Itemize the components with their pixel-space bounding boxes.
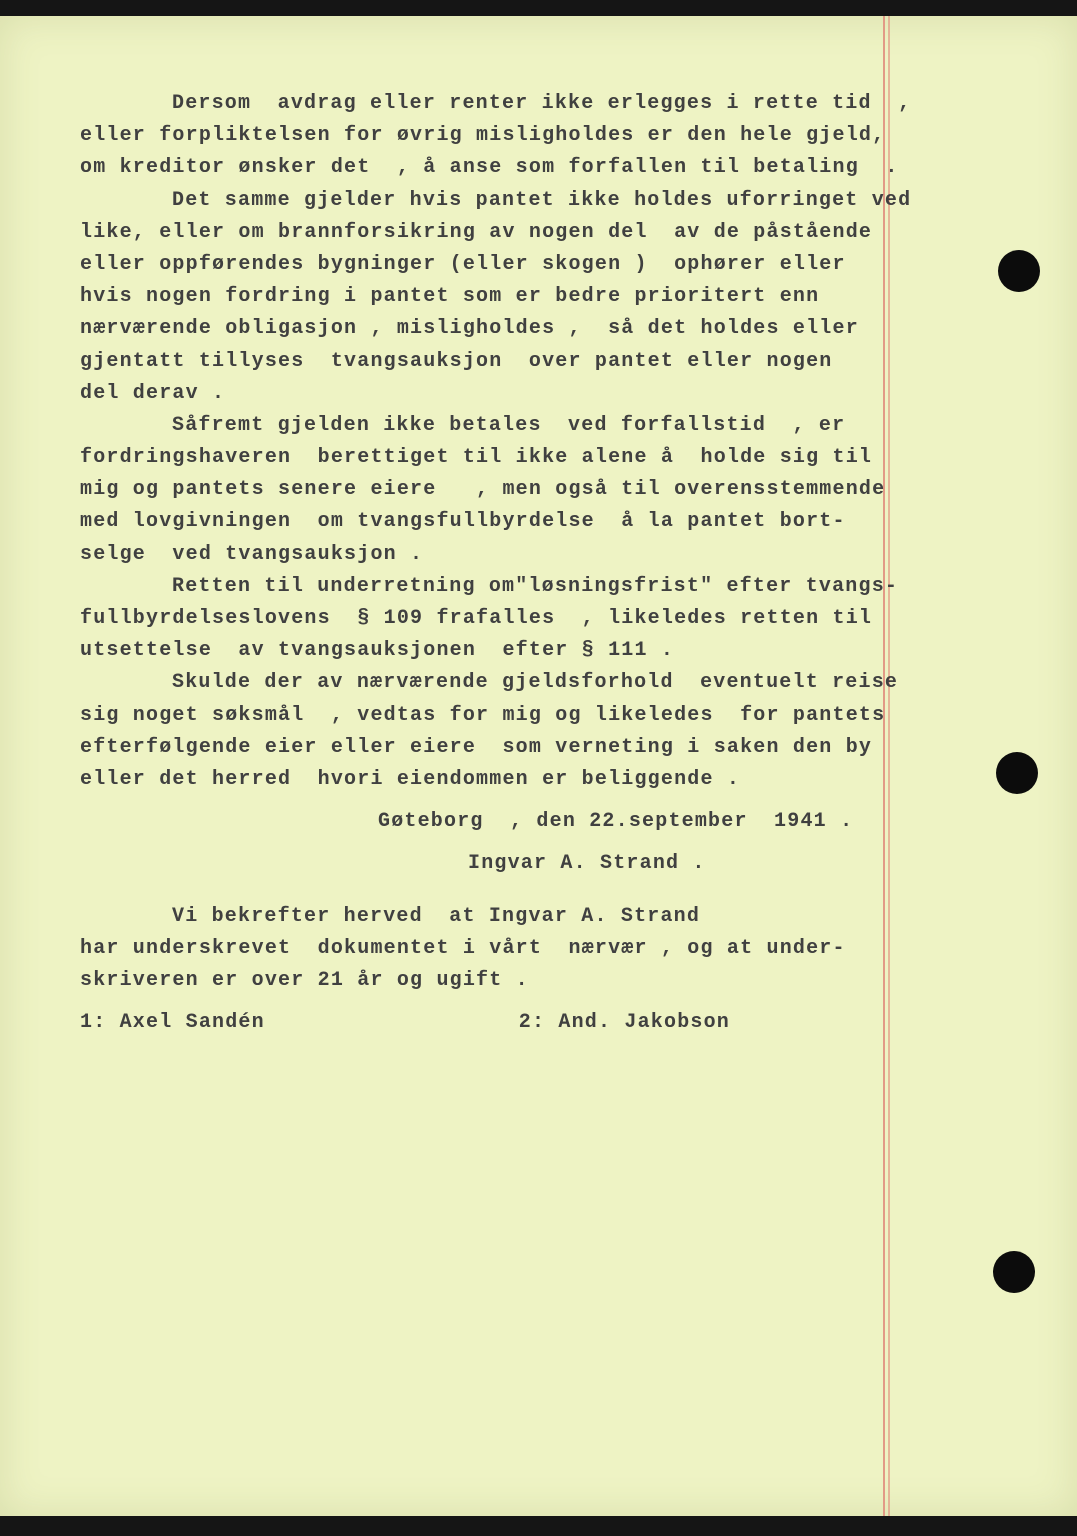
text-line: mig og pantets senere eiere , men også til overensstemmende xyxy=(80,478,886,502)
confirmation-line: har underskrevet dokumentet i vårt nærvær , og at under- xyxy=(80,936,846,960)
witness-row xyxy=(80,1007,730,1039)
text-line: Retten til underretning om"løsningsfrist" efter tvangs- xyxy=(172,574,899,598)
confirmation-line: Vi bekrefter herved at Ingvar A. Strand xyxy=(172,904,701,928)
text-line: Såfremt gjelden ikke betales ved forfallstid , er xyxy=(172,413,846,437)
text-line: Det samme gjelder hvis pantet ikke holdes uforringet ved xyxy=(172,188,912,212)
signature-line-3: dfm. xyxy=(313,1199,386,1237)
text-line: om kreditor ønsker det , å anse som forfallen til betaling . xyxy=(80,156,899,180)
signer-name: Ingvar A. Strand . xyxy=(468,852,706,876)
text-line: Dersom avdrag eller renter ikke erlegges i rette tid , xyxy=(172,92,912,115)
witness-1: 1: Axel Sandén xyxy=(80,1011,265,1035)
punch-hole-bottom xyxy=(993,1251,1035,1293)
punch-hole-top xyxy=(998,250,1040,292)
text-line: hvis nogen fordring i pantet som er bedre prioritert enn xyxy=(80,285,820,309)
text-line: eller forpliktelsen for øvrig misligholdes er den hele gjeld, xyxy=(80,124,886,148)
text-line: nærværende obligasjon , misligholdes , så det holdes eller xyxy=(80,317,859,341)
signature-line-2: Hasmund Sundevall xyxy=(195,1151,555,1192)
confirmation-line: skriveren er over 21 år og ugift . xyxy=(80,968,529,992)
text-line: Skulde der av nærværende gjeldsforhold eventuelt reise xyxy=(172,671,899,695)
text-line: eller det herred hvori eiendommen er beliggende . xyxy=(80,767,741,791)
text-line: fordringshaveren berettiget til ikke alene å holde sig til xyxy=(80,446,873,470)
text-line: med lovgivningen om tvangsfullbyrdelse å la pantet bort- xyxy=(80,510,846,534)
text-line: gjentatt tillyses tvangsauksjon over pantet eller nogen xyxy=(80,349,833,373)
handwritten-signature xyxy=(185,1091,575,1241)
text-line: utsettelse av tvangsauksjonen efter § 111 . xyxy=(80,639,675,663)
text-line: like, eller om brannforsikring av nogen del av de påstående xyxy=(80,220,873,244)
punch-hole-middle xyxy=(996,752,1038,794)
place-date: Gøteborg , den 22.september 1941 . xyxy=(378,810,854,834)
document-page xyxy=(0,16,1077,1516)
text-line: del derav . xyxy=(80,381,226,405)
text-line: fullbyrdelseslovens § 109 frafalles , likeledes retten til xyxy=(80,607,873,630)
text-line: selge ved tvangsauksjon . xyxy=(80,542,424,566)
witness-2: 2: And. Jakobson xyxy=(518,1011,730,1035)
text-line: sig noget søksmål , vedtas for mig og likeledes for pantets xyxy=(80,703,886,727)
typed-text-block xyxy=(80,88,912,1039)
signature-line-1: In fidem xyxy=(235,1102,378,1142)
text-line: eller oppførendes bygninger (eller skogen ) ophører eller xyxy=(80,252,846,276)
text-line: efterfølgende eier eller eiere som verneting i saken den by xyxy=(80,735,873,759)
